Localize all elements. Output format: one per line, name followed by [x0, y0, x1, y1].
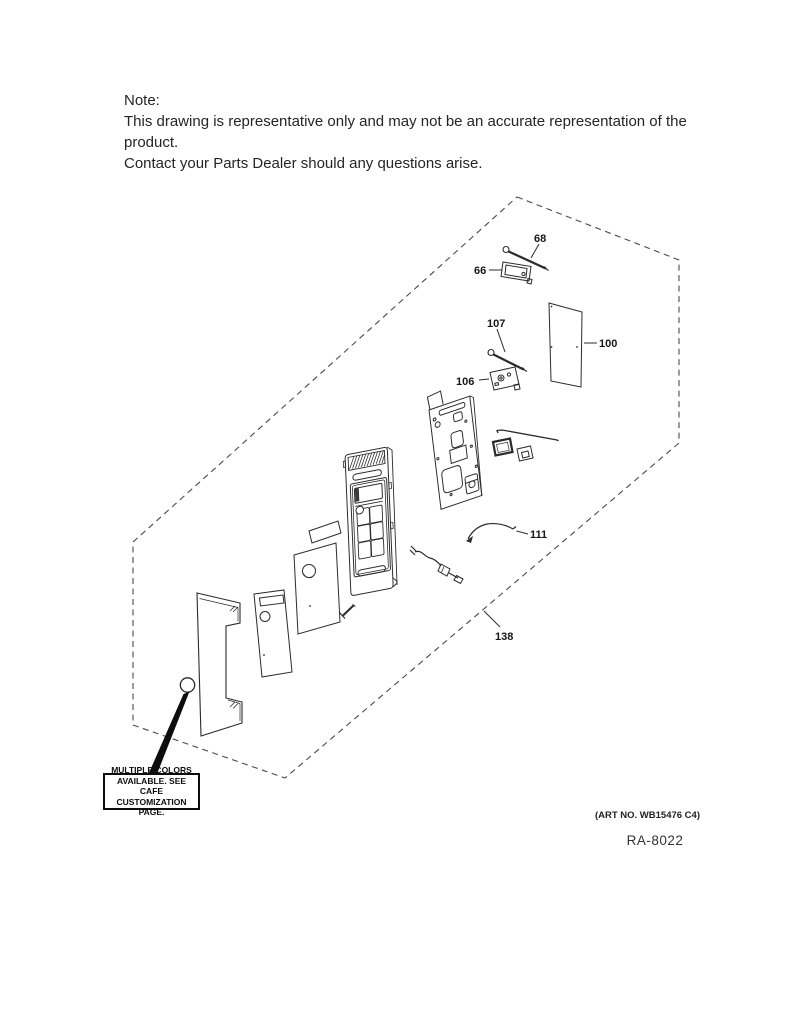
screw	[340, 605, 356, 619]
art-number: (ART NO. WB15476 C4)	[594, 810, 700, 821]
sticker	[309, 521, 341, 543]
display-connector	[355, 488, 359, 502]
trim-plate	[493, 439, 513, 456]
callout-138: 138	[495, 631, 514, 643]
callout-68: 68	[534, 233, 547, 245]
small-plate	[517, 446, 533, 461]
color-button	[180, 678, 194, 693]
bottom-slot	[358, 565, 386, 576]
boundary-dashed-outline	[133, 197, 679, 778]
leader-lines	[479, 244, 597, 627]
rod-68	[503, 247, 549, 271]
panel-100	[549, 303, 582, 387]
callout-111: 111	[530, 529, 548, 541]
callout-66: 66	[474, 265, 487, 277]
callout-106: 106	[456, 376, 475, 388]
multiple-colors-line-2: AVAILABLE. SEE CAFE	[116, 775, 187, 797]
support-panel	[427, 382, 482, 510]
bracket-66	[501, 262, 532, 284]
wire-111	[466, 524, 516, 543]
note-line-2: Contact your Parts Dealer should any questions arise.	[124, 155, 483, 172]
dial-knob	[356, 506, 364, 515]
multiple-colors-line-1: MULTIPLE COLORS	[111, 765, 192, 776]
drawing-number: RA-8022	[626, 833, 684, 848]
callout-107: 107	[487, 318, 506, 330]
multiple-colors-line-3: CUSTOMIZATION PAGE.	[116, 796, 187, 818]
multiple-colors-label	[103, 765, 200, 818]
control-panel	[343, 446, 397, 596]
slotted-panel	[254, 590, 292, 677]
note-line-1: This drawing is representative only and may not be an accurate representation of the product.	[124, 113, 687, 151]
inner-panel	[294, 543, 340, 634]
note-heading: Note:	[124, 92, 160, 109]
callout-100: 100	[599, 338, 618, 350]
board-106	[490, 367, 520, 390]
wire-harness	[410, 546, 463, 584]
door-frame-bracket	[197, 593, 242, 736]
